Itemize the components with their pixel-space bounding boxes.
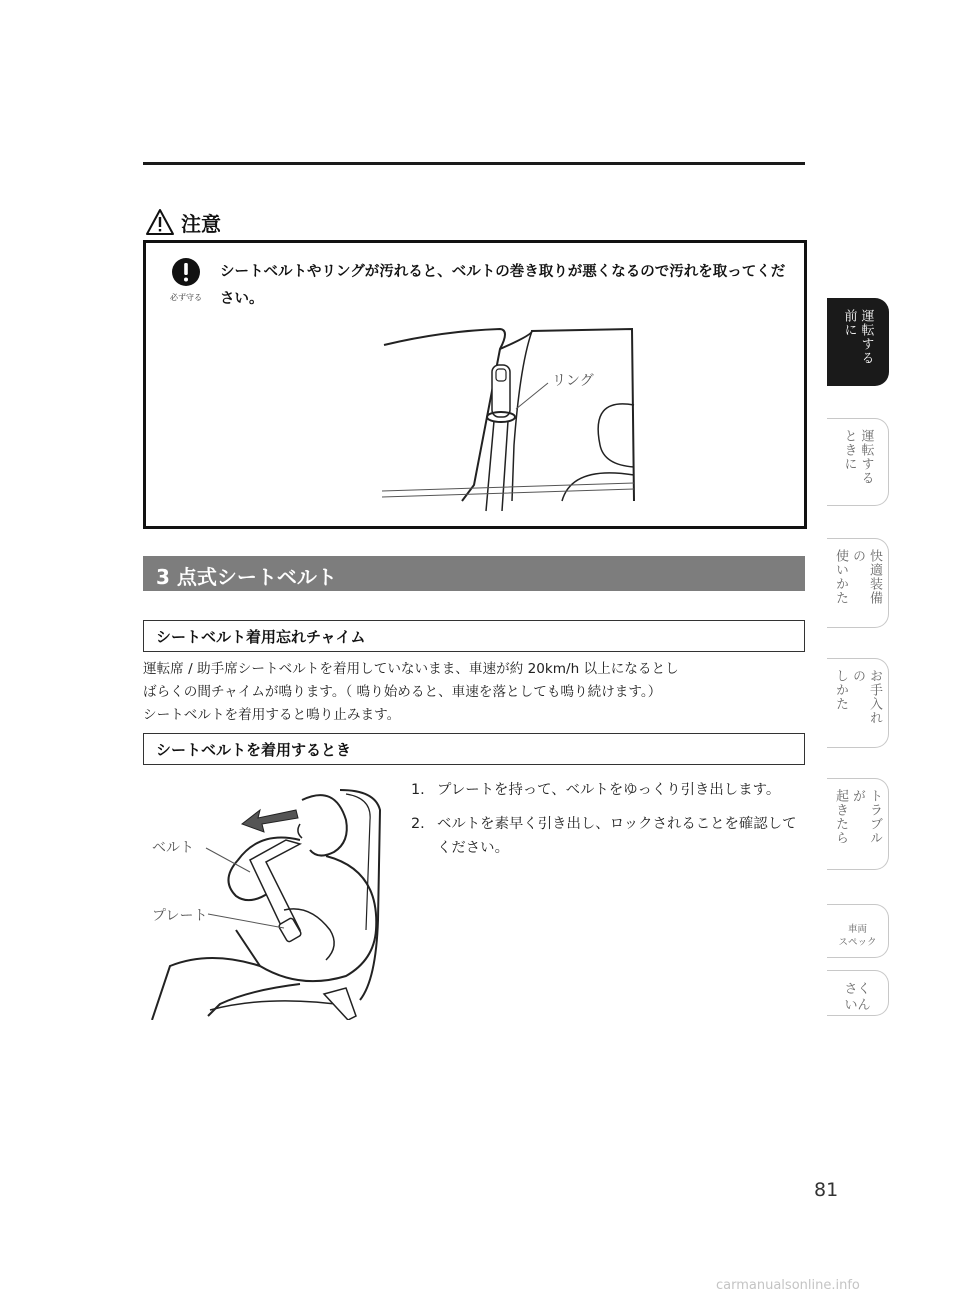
tab-label: の [850, 549, 865, 563]
subsection-chime-heading [143, 620, 805, 652]
warning-triangle-icon [145, 208, 175, 236]
step-text: プレートを持って、ベルトをゆっくり引き出します。 [437, 782, 781, 798]
tab-label: 使いかた [833, 549, 848, 605]
section-title: 3 点式シートベルト [156, 565, 337, 589]
exclamation-circle-icon [171, 257, 201, 287]
section-title-band [143, 556, 805, 591]
tab-label: 前に [841, 309, 857, 337]
subsection-wearing-heading [143, 733, 805, 765]
tab-label: ときに [841, 429, 857, 471]
tab-troubleshooting[interactable] [827, 778, 889, 870]
tab-index[interactable] [827, 970, 889, 1016]
tab-when-driving[interactable] [827, 418, 889, 506]
page-number: 81 [814, 1179, 839, 1201]
tab-vehicle-specs[interactable] [827, 904, 889, 958]
tab-comfort-equipment[interactable] [827, 538, 889, 628]
chime-line: シートベルトを着用すると鳴り止みます。 [143, 707, 401, 723]
step-item [411, 778, 805, 802]
belt-label: ベルト [152, 840, 194, 856]
chime-line: ばらくの間チャイムが鳴ります。（ 鳴り始めると、車速を落としても鳴り続けます。） [143, 684, 662, 700]
step-number: 2. [411, 816, 425, 832]
tab-label: 運転する [858, 429, 874, 485]
seatbelt-ring-illustration [382, 325, 642, 515]
tab-label: の [850, 669, 865, 683]
caution-text: シートベルトやリングが汚れると、ベルトの巻き取りが悪くなるので汚れを取ってください。 [220, 264, 786, 307]
watermark: carmanualsonline.info [716, 1278, 860, 1293]
must-follow-label: 必ず守る [170, 293, 202, 302]
seatbelt-wearing-illustration [150, 780, 390, 1020]
tab-label: トラブル [867, 789, 882, 845]
header-rule [143, 162, 805, 165]
step-number: 1. [411, 782, 425, 798]
must-follow-badge [166, 257, 206, 303]
subsection-wearing-title: シートベルトを着用するとき [156, 741, 352, 759]
tab-before-driving[interactable] [827, 298, 889, 386]
step-item [411, 812, 805, 860]
tab-label: 起きたら [833, 789, 848, 845]
tab-label: いん [844, 998, 871, 1013]
ring-label: リング [552, 373, 594, 389]
tab-label: お手入れ [867, 669, 882, 725]
step-text: ベルトを素早く引き出し、ロックされることを確認してください。 [437, 816, 797, 856]
caution-box [143, 240, 807, 529]
plate-label: プレート [152, 908, 208, 924]
chime-description [143, 658, 807, 727]
tab-label: スペック [838, 937, 877, 948]
tab-label: さく [844, 982, 871, 997]
tab-maintenance[interactable] [827, 658, 889, 748]
tab-label: 車両 [847, 924, 867, 935]
tab-label: 運転する [858, 309, 874, 365]
caution-heading [145, 207, 221, 237]
tab-label: 快適装備 [867, 549, 882, 605]
caution-title: 注意 [181, 211, 221, 236]
tab-label: しかた [833, 669, 848, 711]
tab-label: が [850, 789, 865, 803]
wearing-steps [411, 778, 805, 870]
subsection-chime-title: シートベルト着用忘れチャイム [156, 628, 366, 646]
chime-line: 運転席 / 助手席シートベルトを着用していないまま、車速が約 20km/h 以上になるとし [143, 661, 679, 677]
